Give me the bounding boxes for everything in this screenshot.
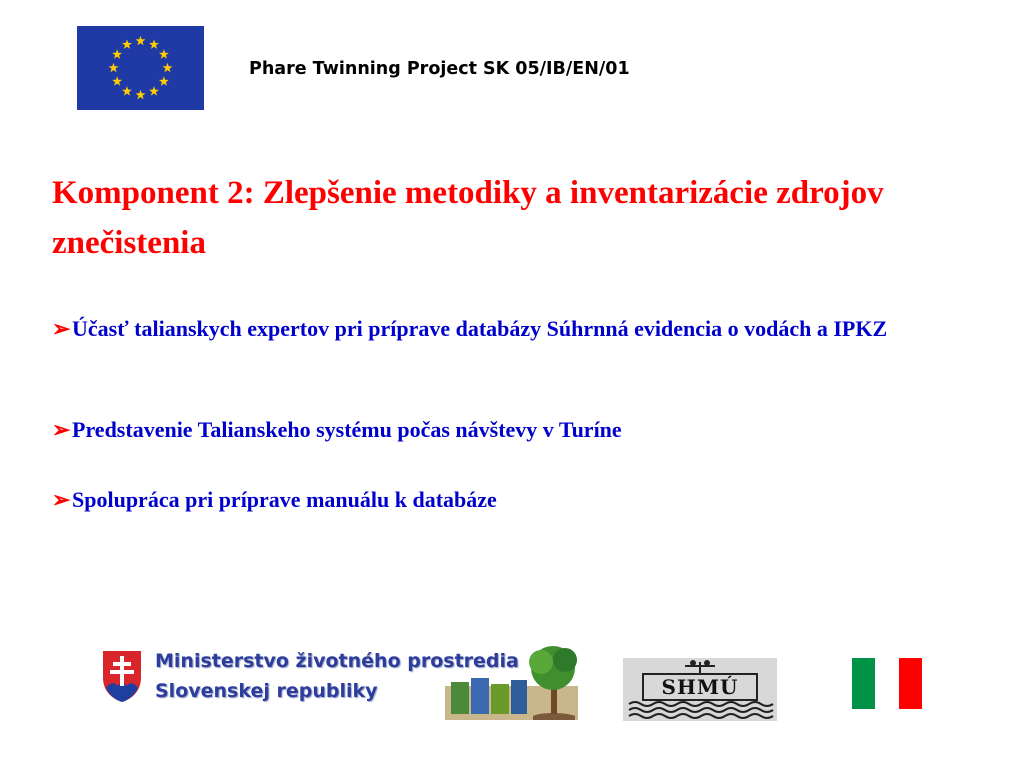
shmu-logo (623, 658, 777, 721)
bullet-text: Predstavenie Talianskeho systému počas návštevy v Turíne (72, 417, 622, 442)
shmu-wordmark: SHMÚ (661, 675, 739, 699)
tree-landscape-icon (445, 642, 578, 720)
bullet-item-2 (52, 414, 986, 446)
bullet-text: Účasť talianskych expertov pri príprave databázy Súhrnná evidencia o vodách a IPKZ (72, 316, 888, 341)
ministry-logo (100, 642, 578, 720)
bullet-text: Spolupráca pri príprave manuálu k databáze (72, 487, 497, 512)
italy-flag-icon (852, 658, 922, 709)
bullet-arrow-icon: ➢ (52, 417, 71, 442)
slovak-crest-icon (100, 648, 144, 704)
project-title: Phare Twinning Project SK 05/IB/EN/01 (249, 59, 630, 79)
eu-flag-icon (77, 26, 204, 110)
bullet-item-1 (52, 313, 986, 345)
ministry-name-line1: Ministerstvo životného prostredia (155, 650, 519, 672)
ministry-name-line2: Slovenskej republiky (155, 680, 378, 702)
bullet-arrow-icon: ➢ (52, 316, 71, 341)
bullet-arrow-icon: ➢ (52, 487, 71, 512)
slide-heading: Komponent 2: Zlepšenie metodiky a inventarizácie zdrojov znečistenia (52, 175, 884, 261)
bullet-item-3 (52, 484, 986, 516)
